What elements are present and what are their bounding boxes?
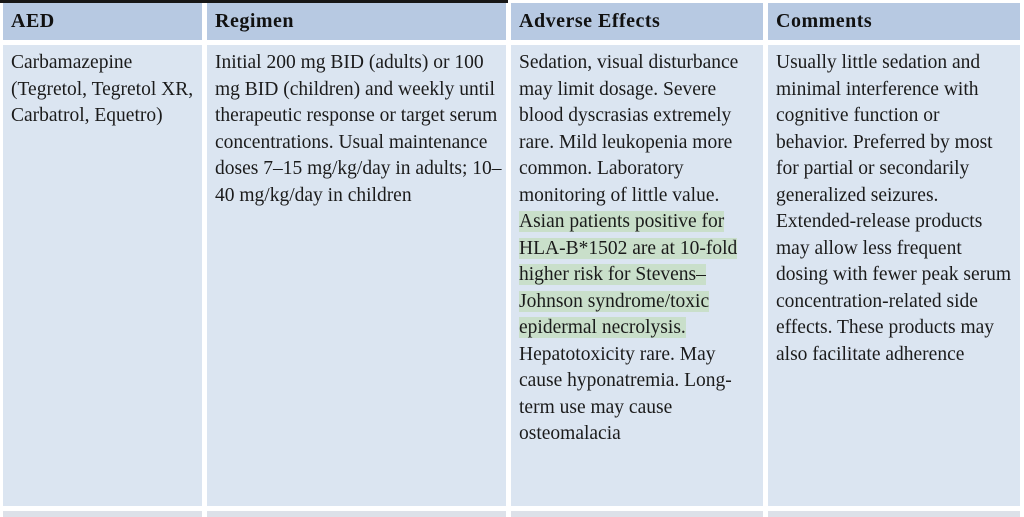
cell-aed-name: Carbamazepine (Tegretol, Tegretol XR, Carbatrol, Equetro) xyxy=(3,45,202,506)
cell-regimen: Initial 200 mg BID (adults) or 100 mg BID (children) and weekly until therapeutic response or target serum concentrations. Usual maintenance doses 7–15 mg/kg/day in adults; 10–40 mg/kg/day in children xyxy=(207,45,506,506)
column-header-aed: AED xyxy=(3,3,202,40)
adverse-effects-text-after: Hepatotoxicity rare. May cause hyponatremia. Long-term use may cause osteomalacia xyxy=(519,343,732,444)
adverse-effects-highlighted-warning: Asian patients positive for HLA-B*1502 are at 10-fold higher risk for Stevens–Johnson syndrome/toxic epidermal necrolysis. xyxy=(519,211,738,338)
column-header-comments: Comments xyxy=(768,3,1020,40)
adverse-effects-text-before: Sedation, visual disturbance may limit dosage. Severe blood dyscrasias extremely rare. Mild leukopenia more common. Laboratory monitoring of little value. xyxy=(519,52,739,206)
column-header-regimen: Regimen xyxy=(207,3,506,40)
next-row-partial-cell xyxy=(207,511,506,517)
next-row-partial-cell xyxy=(511,511,763,517)
column-header-adverse-effects: Adverse Effects xyxy=(511,3,763,40)
next-row-partial-cell xyxy=(3,511,202,517)
next-row-partial-cell xyxy=(768,511,1020,517)
aed-drug-table xyxy=(3,3,1020,517)
cell-adverse-effects xyxy=(511,45,763,506)
cell-comments: Usually little sedation and minimal interference with cognitive function or behavior. Preferred by most for partial or secondarily generalized seizures. Extended-release products may allow less frequent dosing with fewer peak serum concentration-related side effects. These products may also facilitate adherence xyxy=(768,45,1020,506)
